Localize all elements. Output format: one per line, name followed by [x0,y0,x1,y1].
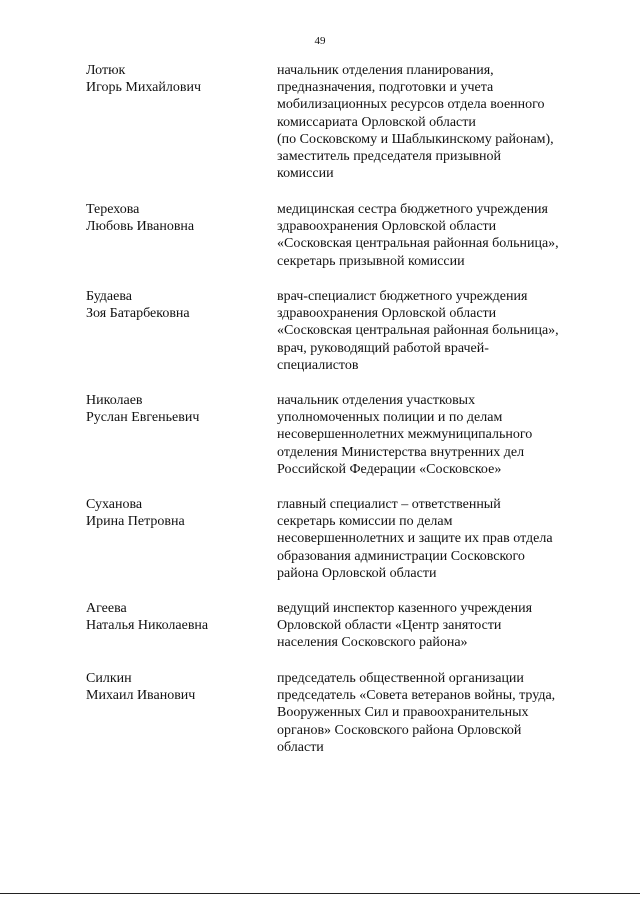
member-role: врач-специалист бюджетного учреждения здравоохранения Орловской области «Сосковская центральная районная больница», врач, руководящий работой врачей- специалистов [277,289,559,373]
member-role: медицинская сестра бюджетного учреждения здравоохранения Орловской области «Сосковская центральная районная больница», секретарь призывной комиссии [277,202,559,269]
member-name: Агеева Наталья Николаевна [86,601,209,633]
page-number: 49 [314,35,326,47]
member-name: Силкин Михаил Иванович [86,671,196,703]
member-role: ведущий инспектор казенного учреждения Орловской области «Центр занятости населения Сосковского района» [277,601,533,651]
member-name: Будаева Зоя Батарбековна [86,289,190,321]
member-role: главный специалист – ответственный секретарь комиссии по делам несовершеннолетних и защите их прав отдела образования администрации Сосковского района Орловской области [277,497,553,581]
member-name: Суханова Ирина Петровна [86,497,185,529]
member-role: начальник отделения участковых уполномоченных полиции и по делам несовершеннолетних межмуниципального отделения Министерства внутренних дел Российской Федерации «Сосковское» [277,393,533,477]
member-name: Николаев Руслан Евгеньевич [86,393,200,425]
member-name: Терехова Любовь Ивановна [86,202,195,234]
page-bottom-edge-line [0,893,640,894]
member-role: председатель общественной организации председатель «Совета ветеранов войны, труда, Вооруженных Сил и правоохранительных органов» Сосковского района Орловской области [277,671,556,755]
member-role: начальник отделения планирования, предназначения, подготовки и учета мобилизационных ресурсов отдела военного комиссариата Орловской области (по Сосковскому и Шаблыкинскому районам), заместитель председателя призывной комиссии [277,63,554,182]
member-name: Лотюк Игорь Михайлович [86,63,201,95]
